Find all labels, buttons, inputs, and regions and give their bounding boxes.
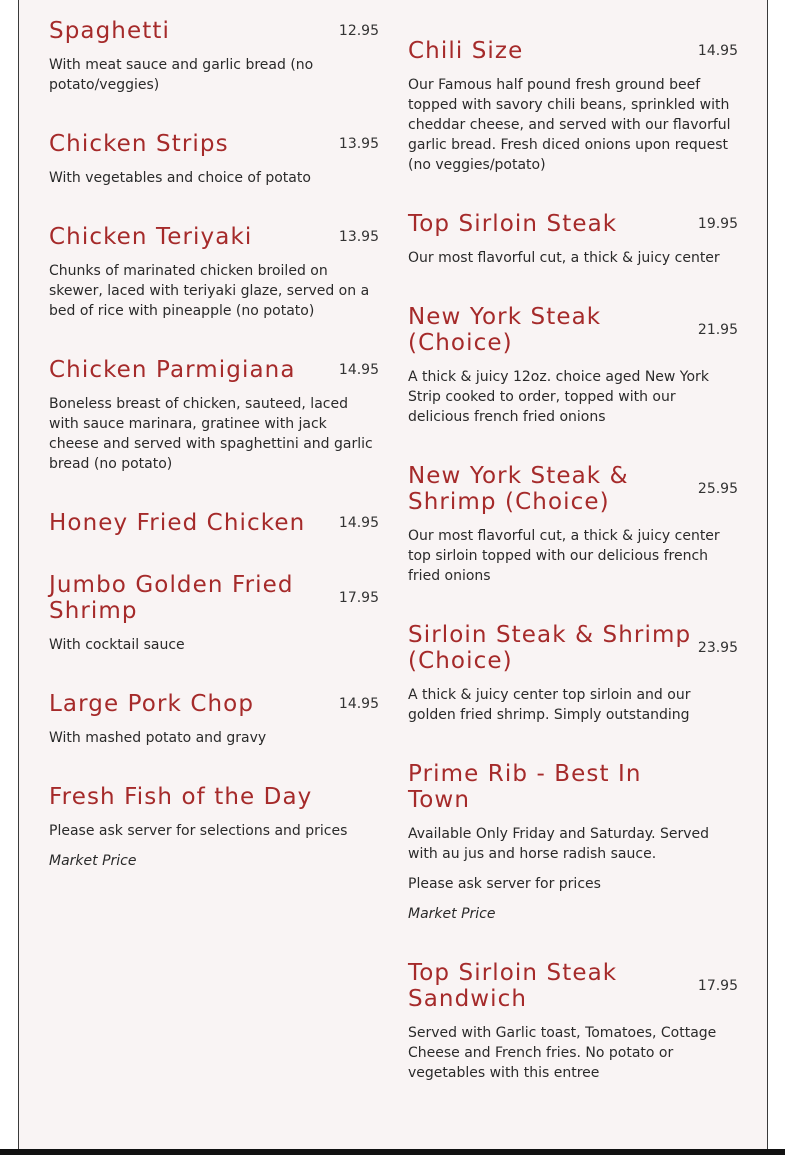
menu-item-title: Sirloin Steak & Shrimp (Choice)	[408, 622, 692, 674]
menu-item-description: Please ask server for selections and prices	[49, 823, 348, 839]
menu-item-price: 17.95	[697, 978, 738, 994]
menu-item-title: Spaghetti	[49, 18, 170, 44]
menu-item-header	[49, 357, 379, 383]
menu-item-price: 13.95	[338, 229, 379, 245]
menu-item-description: With meat sauce and garlic bread (no potato/veggies)	[49, 57, 314, 93]
menu-item-price: 23.95	[697, 640, 738, 656]
bottom-border	[0, 1149, 785, 1155]
menu-item-price: 21.95	[697, 322, 738, 338]
menu-item	[408, 304, 738, 427]
menu-item-header	[49, 572, 379, 624]
menu-item-description: Our Famous half pound fresh ground beef topped with savory chili beans, sprinkled with cheddar cheese, and served with our flavorful garlic bread. Fresh diced onions upon request (no veggies/potato)	[408, 77, 731, 173]
menu-item	[408, 38, 738, 175]
menu-item-note: Please ask server for prices	[408, 876, 601, 892]
menu-item-title: Chicken Parmigiana	[49, 357, 296, 383]
menu-item-price: 14.95	[338, 362, 379, 378]
menu-item	[408, 211, 738, 268]
menu-item-title: Top Sirloin Steak Sandwich	[408, 960, 618, 1012]
menu-item-description: Served with Garlic toast, Tomatoes, Cottage Cheese and French fries. No potato or vegetables with this entree	[408, 1025, 717, 1081]
menu-item-header	[408, 38, 738, 64]
menu-item-header	[408, 761, 738, 813]
menu-item-price: 14.95	[338, 515, 379, 531]
menu-item-description: Available Only Friday and Saturday. Served with au jus and horse radish sauce.	[408, 826, 710, 862]
menu-item	[49, 224, 379, 321]
menu-item-title: Chicken Strips	[49, 131, 229, 157]
menu-item-description: With mashed potato and gravy	[49, 730, 267, 746]
menu-item-title: Honey Fried Chicken	[49, 510, 306, 536]
menu-column-right	[408, 38, 738, 1119]
menu-item-title: Top Sirloin Steak	[408, 211, 618, 237]
menu-item-description: Chunks of marinated chicken broiled on skewer, laced with teriyaki glaze, served on a bed of rice with pineapple (no potato)	[49, 263, 370, 319]
menu-item-price: 25.95	[697, 481, 738, 497]
menu-item-title: Large Pork Chop	[49, 691, 255, 717]
menu-page	[18, 0, 768, 1149]
menu-item-title: Fresh Fish of the Day	[49, 784, 313, 810]
menu-item-title: Chili Size	[408, 38, 524, 64]
menu-item	[49, 131, 379, 188]
menu-item-header	[408, 960, 738, 1012]
menu-item-title: Jumbo Golden Fried Shrimp	[49, 572, 294, 624]
menu-column-left	[49, 18, 379, 907]
menu-item-header	[408, 463, 738, 515]
menu-item-price: 19.95	[697, 216, 738, 232]
menu-item	[49, 784, 379, 871]
menu-item	[408, 761, 738, 924]
menu-item-description: With cocktail sauce	[49, 637, 185, 653]
menu-item	[49, 691, 379, 748]
menu-item-header	[49, 784, 379, 810]
menu-item-description: Boneless breast of chicken, sauteed, laced with sauce marinara, gratinee with jack cheese and served with spaghettini and garlic bread (no potato)	[49, 396, 373, 472]
menu-item-price: 17.95	[338, 590, 379, 606]
menu-item	[408, 622, 738, 725]
menu-item-description: A thick & juicy 12oz. choice aged New York Strip cooked to order, topped with our delicious french fried onions	[408, 369, 709, 425]
menu-item-price: 14.95	[697, 43, 738, 59]
menu-item-market-price: Market Price	[49, 853, 137, 869]
menu-item-header	[408, 211, 738, 237]
menu-item-description: Our most flavorful cut, a thick & juicy center top sirloin topped with our delicious french fried onions	[408, 528, 720, 584]
menu-item-title: New York Steak & Shrimp (Choice)	[408, 463, 629, 515]
menu-item-header	[408, 304, 738, 356]
menu-item-description: A thick & juicy center top sirloin and our golden fried shrimp. Simply outstanding	[408, 687, 691, 723]
menu-item-header	[49, 224, 379, 250]
menu-item-price: 14.95	[338, 696, 379, 712]
menu-item	[49, 18, 379, 95]
menu-item-header	[49, 18, 379, 44]
menu-item	[49, 357, 379, 474]
menu-item-header	[49, 691, 379, 717]
menu-item-header	[408, 622, 738, 674]
menu-item-title: Prime Rib - Best In Town	[408, 761, 642, 813]
menu-item	[49, 510, 379, 536]
menu-item-title: New York Steak (Choice)	[408, 304, 602, 356]
menu-item	[408, 463, 738, 586]
menu-item-price: 12.95	[338, 23, 379, 39]
menu-item-description: With vegetables and choice of potato	[49, 170, 311, 186]
menu-item-market-price: Market Price	[408, 906, 496, 922]
menu-item-header	[49, 131, 379, 157]
menu-item-price: 13.95	[338, 136, 379, 152]
menu-item-title: Chicken Teriyaki	[49, 224, 253, 250]
menu-item	[49, 572, 379, 655]
menu-item	[408, 960, 738, 1083]
menu-item-header	[49, 510, 379, 536]
menu-item-description: Our most flavorful cut, a thick & juicy center	[408, 250, 720, 266]
